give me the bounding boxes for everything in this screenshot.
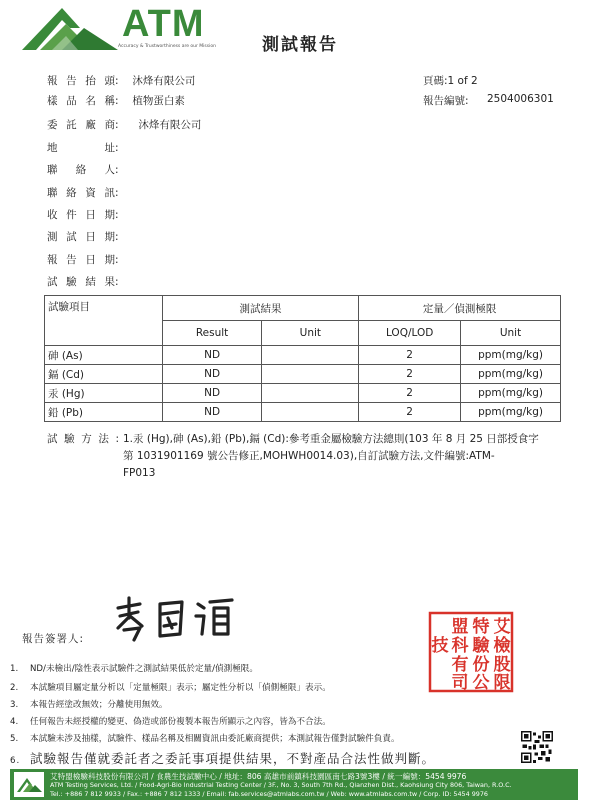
field-label: 委託廠商 — [47, 119, 115, 131]
field-label: 樣品名稱 — [47, 95, 115, 107]
field-sample-name: 樣品名稱: 植物蛋白素 — [47, 95, 185, 107]
note-5: 5. 本試驗未涉及抽樣，試驗件、樣品名稱及相關資訊由委託廠商提供；本測試報告僅對試驗件負責。 — [10, 734, 400, 744]
handwritten-signature — [110, 594, 240, 644]
footer-line-1: 艾特盟檢驗科技股份有限公司 / 食農生技試驗中心 / 地址：806 高雄市前鎮科技園區南七路3號3樓 / 統一編號：5454 9976 — [50, 772, 467, 781]
cell-loq: 2 — [359, 384, 461, 403]
field-value: 植物蛋白素 — [132, 95, 185, 107]
cell-loq: 2 — [359, 403, 461, 422]
stamp-char: 艾 — [493, 617, 511, 637]
field-value: 沐烽有限公司 — [132, 75, 196, 87]
field-label: 試驗結果 — [47, 276, 115, 288]
note-3: 3. 本報告經塗改無效；分離使用無效。 — [10, 700, 168, 710]
cell-result: ND — [162, 346, 262, 365]
stamp-char: 司 — [451, 673, 469, 693]
subheader-result: Result — [162, 321, 262, 346]
cell-loq: 2 — [359, 346, 461, 365]
stamp-char: 科 — [451, 636, 469, 656]
stamp-char: 技 — [431, 636, 449, 656]
method-line-3: FP013 — [123, 467, 156, 479]
cell-loq: 2 — [359, 365, 461, 384]
cell-unit2: ppm(mg/kg) — [461, 365, 561, 384]
cell-result: ND — [162, 384, 262, 403]
results-table — [44, 295, 561, 422]
table-row — [45, 403, 561, 422]
field-test-date: 測試日期: — [47, 231, 119, 243]
stamp-char: 股 — [493, 655, 511, 675]
footer-line-2: ATM Testing Services, Ltd. / Food-Agri-Bio Industrial Testing Center / 3F., No. 3, South 7th Rd., Qianzhen Dist., Kaohsiung City 806, Taiwan, R.O.C. — [50, 781, 512, 789]
stamp-char: 盟 — [451, 617, 469, 637]
field-label: 測試日期 — [47, 231, 115, 243]
company-seal-stamp — [428, 611, 514, 693]
field-label: 報告抬頭 — [47, 75, 115, 87]
subheader-unit: Unit — [262, 321, 359, 346]
field-report-date: 報告日期: — [47, 254, 119, 266]
header-test-item: 試驗項目 — [45, 296, 163, 346]
logo-subtitle: Accuracy & Trustworthiness are our Mission — [118, 44, 216, 49]
cell-unit — [262, 346, 359, 365]
stamp-char: 特 — [472, 617, 490, 637]
cell-item: 汞 (Hg) — [45, 384, 163, 403]
report-number: 2504006301 — [487, 93, 554, 105]
stamp-char: 限 — [493, 673, 511, 693]
field-value: 沐烽有限公司 — [138, 119, 202, 131]
footer-logo-icon — [14, 772, 44, 797]
cell-unit — [262, 365, 359, 384]
document-title: 測試報告 — [262, 35, 338, 55]
note-2: 2. 本試驗項目屬定量分析以「定量極限」表示；屬定性分析以「偵側極限」表示。 — [10, 683, 331, 693]
field-label: 地址 — [47, 142, 115, 154]
field-contact: 聯絡人: — [47, 164, 119, 176]
method-line-1: 1.汞 (Hg),砷 (As),鉛 (Pb),鎘 (Cd):參考重金屬檢驗方法總則(103 年 8 月 25 日部授食字 — [123, 433, 539, 445]
logo-text: ATM — [122, 3, 205, 45]
field-client: 委託廠商: 沐烽有限公司 — [47, 119, 202, 131]
field-report-title: 報告抬頭: 沐烽有限公司 — [47, 75, 196, 87]
note-4: 4. 任何報告未經授權的變更、偽造或部份複製本報告所顯示之內容，皆為不合法。 — [10, 717, 331, 727]
subheader-unit2: Unit — [461, 321, 561, 346]
field-contact-info: 聯絡資訊: — [47, 187, 119, 199]
note-1: 1. ND/未檢出/陰性表示試驗件之測試結果低於定量/偵測極限。 — [10, 664, 258, 674]
stamp-char: 公 — [472, 673, 490, 693]
cell-item: 鎘 (Cd) — [45, 365, 163, 384]
table-row — [45, 384, 561, 403]
stamp-char: 驗 — [472, 636, 490, 656]
cell-unit — [262, 403, 359, 422]
cell-unit2: ppm(mg/kg) — [461, 384, 561, 403]
field-address: 地址: — [47, 142, 119, 154]
cell-result: ND — [162, 365, 262, 384]
header-test-result: 測試結果 — [162, 296, 359, 321]
table-row — [45, 346, 561, 365]
subheader-loq: LOQ/LOD — [359, 321, 461, 346]
field-label: 報告日期 — [47, 254, 115, 266]
field-label: 聯絡資訊 — [47, 187, 115, 199]
cell-item: 砷 (As) — [45, 346, 163, 365]
note-6: 6. 試驗報告僅就委託者之委託事項提供結果，不對產品合法性做判斷。 — [10, 751, 436, 766]
cell-item: 鉛 (Pb) — [45, 403, 163, 422]
stamp-char: 有 — [451, 655, 469, 675]
field-received-date: 收件日期: — [47, 209, 119, 221]
page-number: 頁碼:1 of 2 — [423, 75, 478, 87]
signer-label: 報告簽署人: — [22, 633, 85, 645]
cell-result: ND — [162, 403, 262, 422]
footer-bar — [10, 769, 578, 800]
method-line-2: 第 1031901169 號公告修正,MOHWH0014.03),自訂試驗方法,文件編號:ATM- — [123, 450, 495, 462]
header-limit: 定量／偵測極限 — [359, 296, 561, 321]
qr-code-icon — [521, 731, 553, 763]
cell-unit2: ppm(mg/kg) — [461, 403, 561, 422]
cell-unit — [262, 384, 359, 403]
cell-unit2: ppm(mg/kg) — [461, 346, 561, 365]
field-label: 收件日期 — [47, 209, 115, 221]
table-row — [45, 365, 561, 384]
atm-logo-mark — [22, 6, 118, 50]
method-label: 試驗方法: — [47, 433, 119, 445]
field-label: 聯絡人 — [47, 164, 115, 176]
field-test-result: 試驗結果: — [47, 276, 119, 288]
footer-line-3: Tel.: +886 7 812 9933 / Fax.: +886 7 812 1333 / Email: fab.services@atmlabs.com.tw / Web: www.atmlabs.com.tw / Corp. ID: 5454 9976 — [50, 790, 488, 798]
report-number-label: 報告編號: — [423, 95, 469, 107]
stamp-char: 檢 — [493, 636, 511, 656]
stamp-char: 份 — [472, 655, 490, 675]
